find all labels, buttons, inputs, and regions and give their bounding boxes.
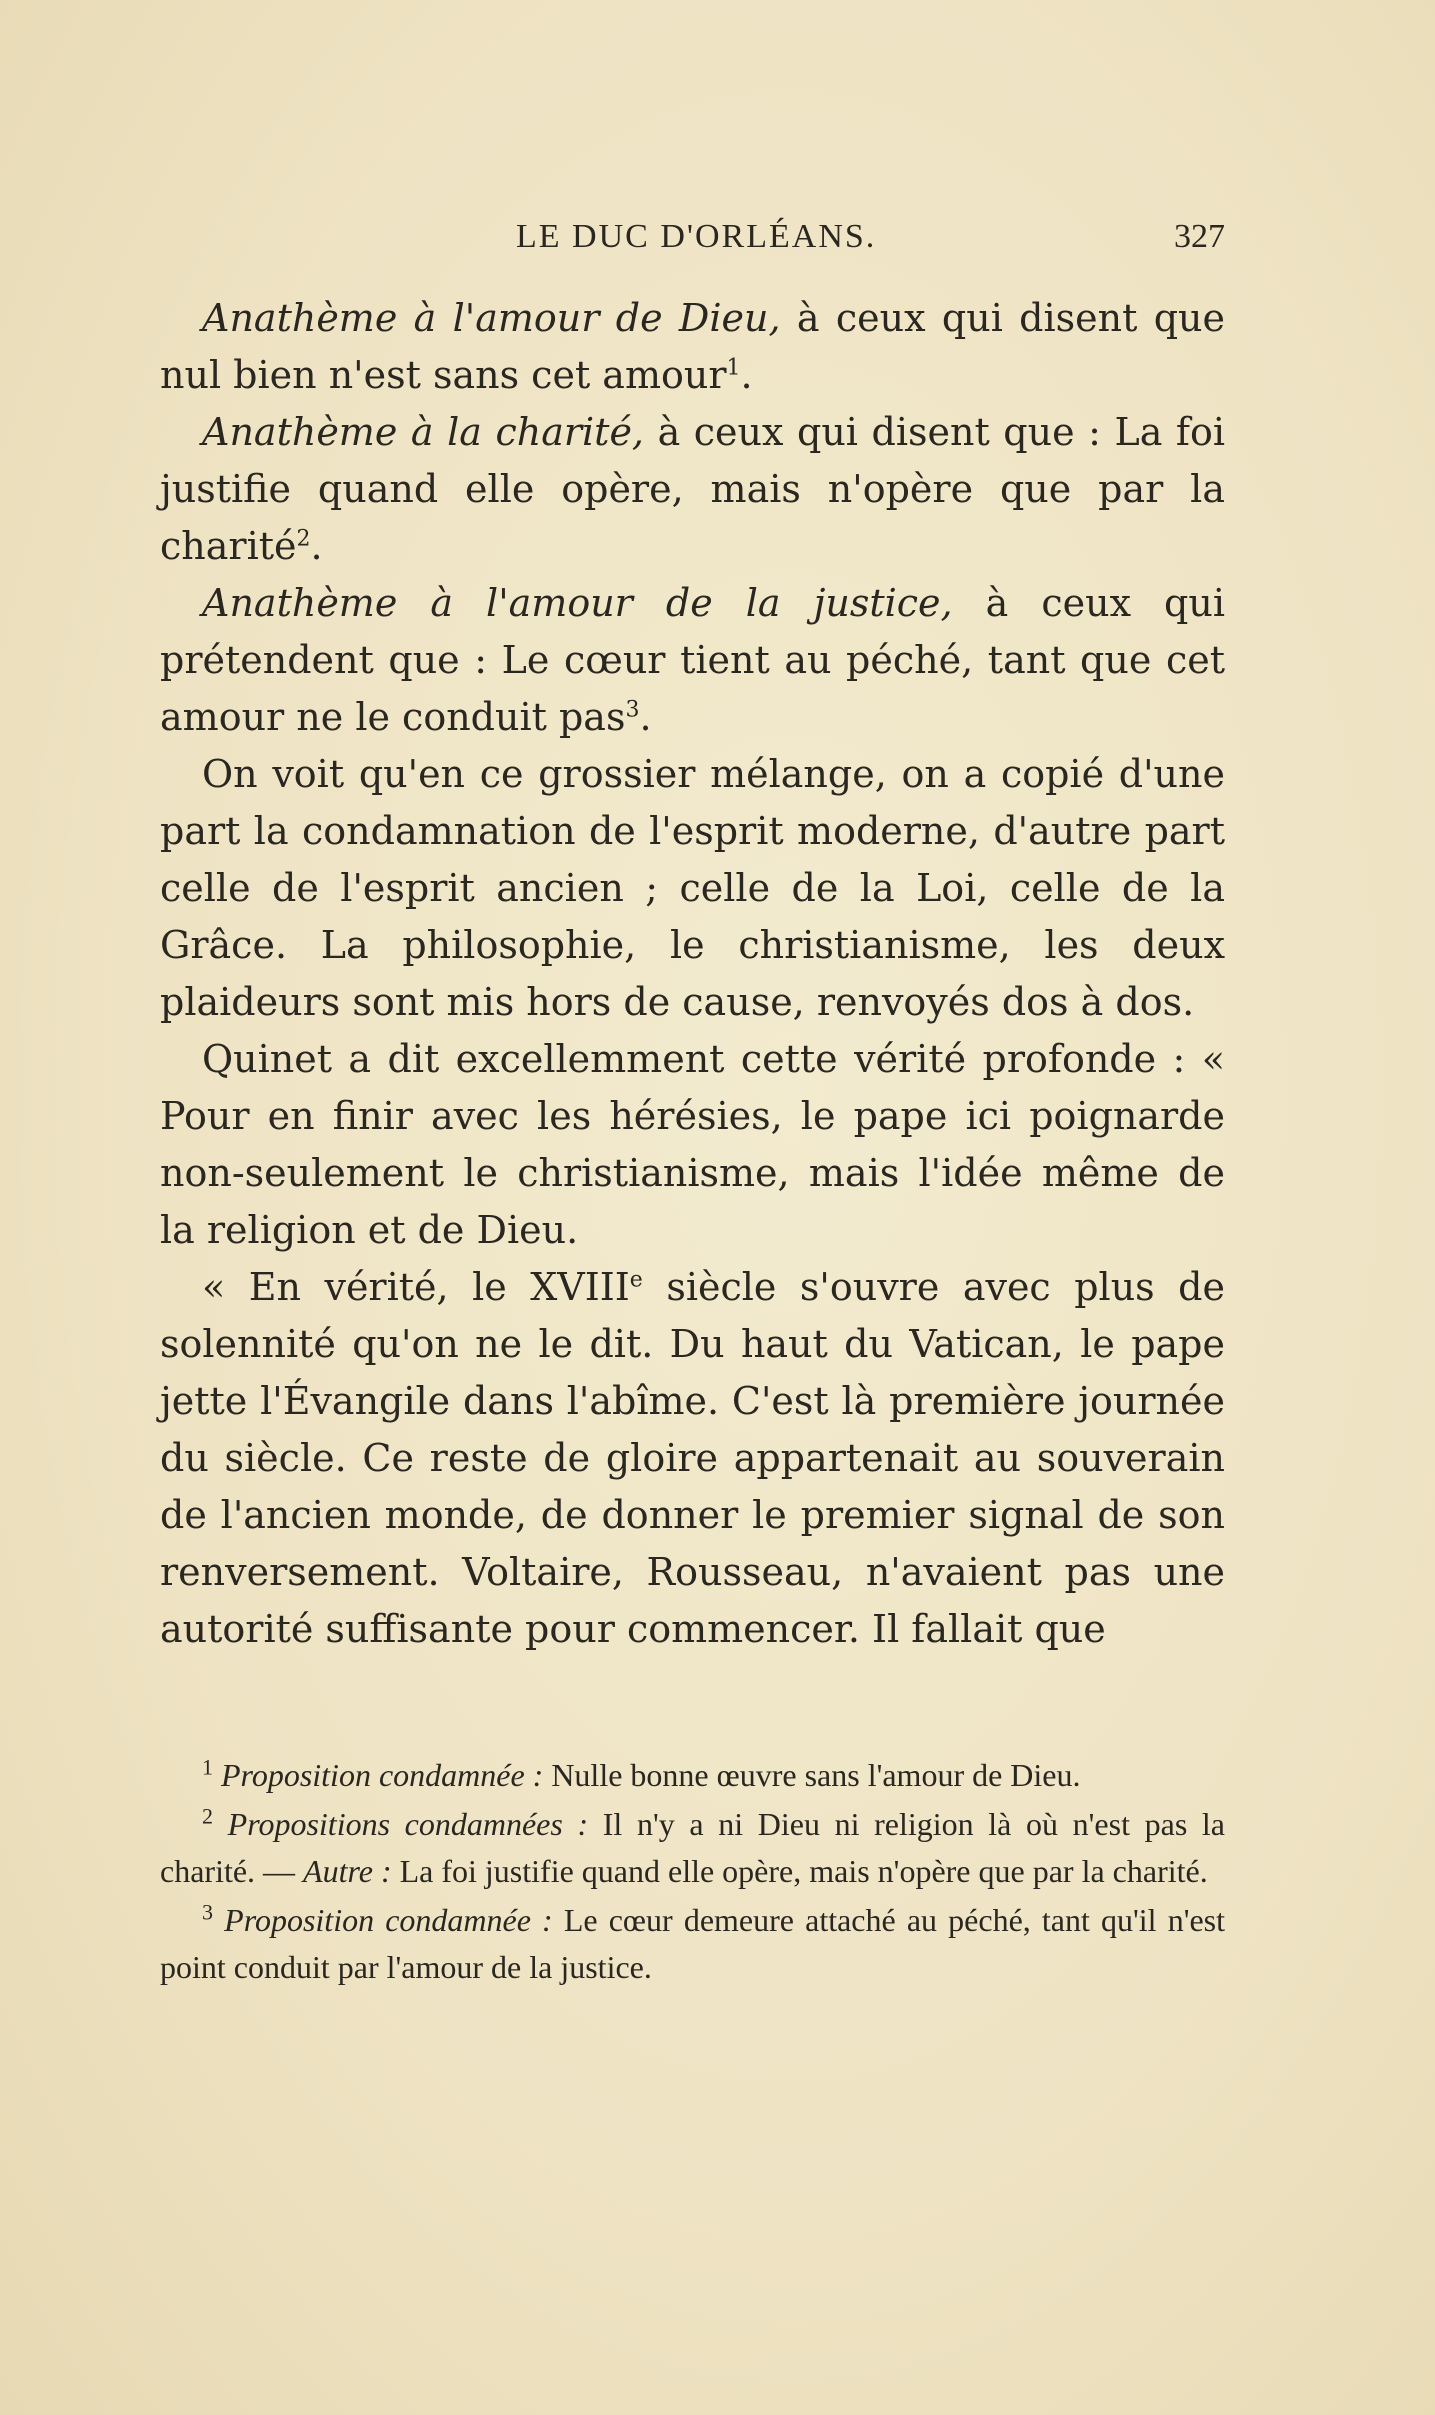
footnote-text: Il n'y a ni Dieu ni religion là où n'est pas la charité. — (160, 1806, 1226, 1889)
footnote-label: Proposition condamnée : (224, 1902, 553, 1938)
footnote-label: Propositions condamnées : (227, 1806, 589, 1842)
page-header (160, 218, 1225, 268)
footnote-number: 2 (202, 1803, 213, 1829)
italic-phrase: Anathème à l'amour de Dieu, (202, 296, 781, 340)
paragraph-text: à ceux qui prétendent que : Le cœur tient au péché, tant que cet amour ne le conduit pas (160, 581, 1225, 739)
paragraph-end: . (310, 524, 323, 568)
footnote-label: Proposition condamnée : (221, 1757, 544, 1793)
page-number: 327 (1174, 218, 1225, 255)
paragraph: Quinet a dit excellemment cette vérité profonde : « Pour en finir avec les hérésies, le pape ici poignarde non-seulement le christianisme, mais l'idée même de la religion et de Dieu. (160, 1037, 1225, 1252)
paragraph: On voit qu'en ce grossier mélange, on a copié d'une part la condamnation de l'esprit moderne, d'autre part celle de l'esprit ancien ; celle de la Loi, celle de la Grâce. La philosophie, le christianisme, les deux plaideurs sont mis hors de cause, renvoyés dos à dos. (160, 752, 1225, 1024)
paragraph (160, 1259, 1225, 1658)
paragraph-text: « En vérité, le (202, 1265, 531, 1309)
paragraph (160, 290, 1225, 404)
century-numeral: XVIII (530, 1265, 630, 1309)
footnote-number: 1 (202, 1754, 213, 1780)
footnote-text: La foi justifie quand elle opère, mais n'opère que par la charité. (391, 1853, 1208, 1889)
footnotes (160, 1752, 1225, 1993)
paragraph-text: à ceux qui disent que nul bien n'est sans cet amour (160, 296, 1225, 397)
running-head: LE DUC D'ORLÉANS. (516, 218, 877, 255)
century-suffix: e (629, 1267, 643, 1293)
italic-phrase: Anathème à la charité, (202, 410, 645, 454)
footnote (160, 1897, 1225, 1991)
paragraph (160, 404, 1225, 575)
footnote-ref: 2 (296, 526, 311, 552)
footnote-label: Autre : (303, 1853, 392, 1889)
main-text (160, 290, 1225, 1658)
paragraph-end: . (740, 353, 753, 397)
paragraph (160, 575, 1225, 746)
footnote-ref: 1 (726, 355, 741, 381)
paragraph-text: siècle s'ouvre avec plus de solennité qu'on ne le dit. Du haut du Vatican, le pape jette l'Évangile dans l'abîme. C'est là première journée du siècle. Ce reste de gloire appartenait au souverain de l'ancien monde, de donner le premier signal de son renversement. Voltaire, Rousseau, n'avaient pas une autorité suffisante pour commencer. Il fallait que (160, 1265, 1225, 1651)
italic-phrase: Anathème à l'amour de la justice, (202, 581, 953, 625)
footnote-text: Le cœur demeure attaché au péché, tant qu'il n'est point conduit par l'amour de la justice. (160, 1902, 1226, 1985)
footnote (160, 1752, 1225, 1799)
footnote (160, 1801, 1225, 1895)
paragraph-end: . (639, 695, 652, 739)
footnote-ref: 3 (625, 697, 640, 723)
paragraph-text: à ceux qui disent que : La foi justifie quand elle opère, mais n'opère que par la charité (160, 410, 1226, 568)
footnote-text: Nulle bonne œuvre sans l'amour de Dieu. (543, 1757, 1081, 1793)
footnote-number: 3 (202, 1899, 213, 1925)
